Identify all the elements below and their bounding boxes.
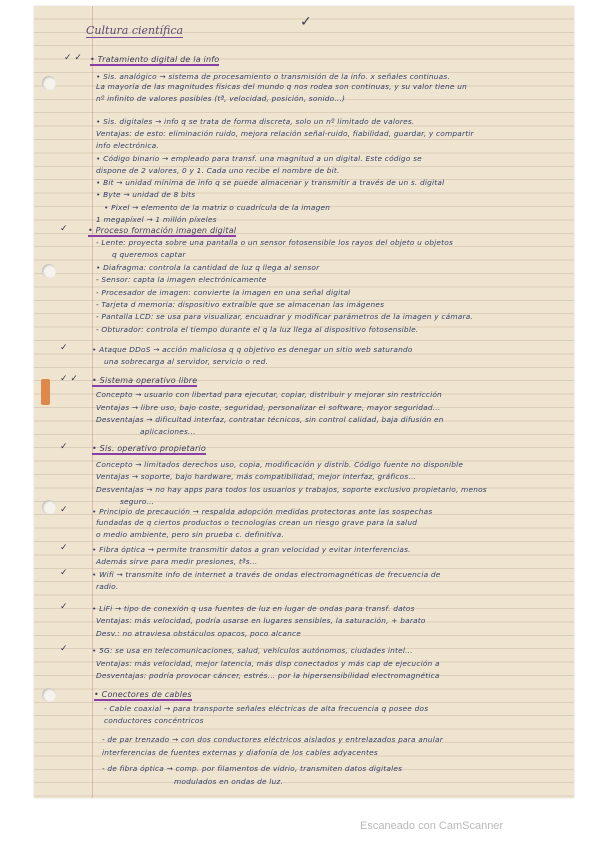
note-heading (94, 690, 192, 699)
sticky-tab (41, 379, 50, 405)
note-line: • LiFi → tipo de conexión q usa fuentes de luz en lugar de ondas para transf. datos (92, 604, 415, 613)
note-line: • Byte → unidad de 8 bits (96, 190, 196, 199)
note-line: Concepto → usuario con libertad para ejecutar, copiar, distribuir y mejorar sin restricción (96, 390, 442, 399)
heading-text: • Tratamiento digital de la info (90, 55, 220, 64)
note-line: - de fibra óptica → comp. por filamentos de vidrio, transmiten datos digitales (102, 764, 403, 773)
note-line: seguro... (120, 497, 155, 506)
note-line: • Sis. digitales → info q se trata de forma discreta, solo un nº limitado de valores. (96, 117, 415, 126)
heading-text: • Conectores de cables (94, 690, 192, 699)
note-line: dispone de 2 valores, 0 y 1. Cada uno recibe el nombre de bit. (96, 166, 340, 175)
note-line: - Procesador de imagen: convierte la imagen en una señal digital (96, 288, 351, 297)
note-line: - Pantalla LCD: se usa para visualizar, encuadrar y modificar parámetros de la imagen y cámara. (96, 312, 473, 321)
note-heading (90, 55, 219, 64)
note-line: aplicaciones... (140, 427, 196, 436)
note-line: Desventajas → no hay apps para todos los usuarios y trabajos, soporte exclusivo propietario, menos (96, 485, 487, 494)
note-line: - Sensor: capta la imagen electrónicamente (96, 275, 267, 284)
note-line: • Sis. analógico → sistema de procesamiento o transmisión de la info. x señales continuas. (96, 72, 451, 81)
punch-hole (42, 264, 56, 278)
note-line: Ventajas: más velocidad, podría usarse en lugares sensibles, la saturación, + barato (96, 616, 426, 625)
check-mark-icon: ✓ (300, 14, 312, 30)
note-line: La mayoría de las magnitudes físicas del mundo q nos rodea son continuas, y su valor tiene un (96, 82, 467, 91)
note-line: una sobrecarga al servidor, servicio o red. (104, 357, 269, 366)
page-title: Cultura científica (86, 24, 184, 37)
note-line: • Diafragma: controla la cantidad de luz q llega al sensor (96, 263, 320, 272)
note-line: - Obturador: controla el tiempo durante el q la luz llega al dispositivo fotosensible. (96, 325, 419, 334)
check-mark-icon: ✓ (60, 505, 68, 515)
note-line: q queremos captar (112, 250, 186, 259)
check-mark-icon: ✓ (60, 602, 68, 612)
punch-hole (42, 500, 56, 514)
heading-text: • Proceso formación imagen digital (88, 226, 237, 235)
note-line: fundadas de q ciertos productos o tecnologías crean un riesgo grave para la salud (96, 518, 418, 527)
check-mark-icon: ✓ (60, 543, 68, 553)
punch-hole (42, 688, 56, 702)
heading-text: • Sis. operativo propietario (92, 444, 206, 453)
note-line: - de par trenzado → con dos conductores eléctricos aislados y entrelazados para anular (102, 735, 443, 744)
note-line: Además sirve para medir presiones, tªs... (96, 557, 258, 566)
check-mark-icon: ✓ (60, 644, 68, 654)
note-line: • Pixel → elemento de la matriz o cuadrícula de la imagen (104, 203, 331, 212)
note-line: nº infinito de valores posibles (tª, velocidad, posición, sonido...) (96, 94, 346, 103)
note-line: Desv.: no atraviesa obstáculos opacos, poco alcance (96, 629, 302, 638)
note-line: • Bit → unidad mínima de info q se puede almacenar y transmitir a través de un s. digital (96, 178, 445, 187)
note-line: radio. (96, 582, 119, 591)
note-line: modulados en ondas de luz. (174, 777, 284, 786)
note-line: Ventajas → libre uso, bajo coste, seguridad, personalizar el software, mayor seguridad... (96, 403, 441, 412)
note-line: • 5G: se usa en telecomunicaciones, salud, vehículos autónomos, ciudades intel... (92, 646, 413, 655)
check-mark-icon: ✓ (60, 343, 68, 353)
note-line: o medio ambiente, pero sin prueba c. definitiva. (96, 530, 284, 539)
note-line: Desventajas: podría provocar cáncer, estrés... por la hipersensibilidad electromagnética (96, 671, 440, 680)
check-mark-icon: ✓ ✓ (64, 53, 82, 63)
note-line: interferencias de fuentes externas y diafonía de los cables adyacentes (102, 748, 378, 757)
note-line: Concepto → limitados derechos uso, copia, modificación y distrib. Código fuente no disponible (96, 460, 464, 469)
scanner-watermark: Escaneado con CamScanner (360, 820, 504, 832)
note-heading (88, 226, 236, 235)
heading-text: • Sistema operativo libre (92, 376, 198, 385)
note-line: • Ataque DDoS → acción maliciosa q q objetivo es denegar un sitio web saturando (92, 345, 413, 354)
note-line: • Principio de precaución → respalda adopción medidas protectoras ante las sospechas (92, 507, 433, 516)
note-line: Ventajas → soporte, bajo hardware, más compatibilidad, mejor interfaz, gráficos... (96, 472, 417, 481)
note-heading (92, 444, 206, 453)
margin-line (92, 6, 93, 798)
note-line: - Cable coaxial → para transporte señales eléctricas de alta frecuencia q posee dos (104, 704, 429, 713)
check-mark-icon: ✓ (60, 224, 68, 234)
note-line: info electrónica. (96, 141, 159, 150)
note-line: - Lente: proyecta sobre una pantalla o un sensor fotosensible los rayos del objeto u objetos (96, 238, 453, 247)
note-line: • Código binario → empleado para transf. una magnitud a un digital. Este código se (96, 154, 422, 163)
note-line: 1 megapíxel → 1 millón píxeles (96, 215, 217, 224)
punch-hole (42, 76, 56, 90)
note-heading (92, 376, 197, 385)
note-line: Ventajas: de esto: eliminación ruido, mejora relación señal-ruido, fiabilidad, guardar, y compartir (96, 129, 474, 138)
note-line: - Tarjeta d memoria: dispositivo extraíble que se almacenan las imágenes (96, 300, 385, 309)
note-line: • Fibra óptica → permite transmitir datos a gran velocidad y evitar interferencias. (92, 545, 411, 554)
check-mark-icon: ✓ (60, 442, 68, 452)
note-line: conductores concéntricos (104, 716, 204, 725)
note-line: • Wifi → transmite info de internet a través de ondas electromagnéticas de frecuencia de (92, 570, 441, 579)
note-line: Desventajas → dificultad interfaz, contratar técnicos, sin control calidad, baja difusión en (96, 415, 444, 424)
check-mark-icon: ✓ ✓ (60, 374, 78, 384)
check-mark-icon: ✓ (60, 568, 68, 578)
note-line: Ventajas: más velocidad, mejor latencia, más disp conectados y más cap de ejecución a (96, 659, 440, 668)
